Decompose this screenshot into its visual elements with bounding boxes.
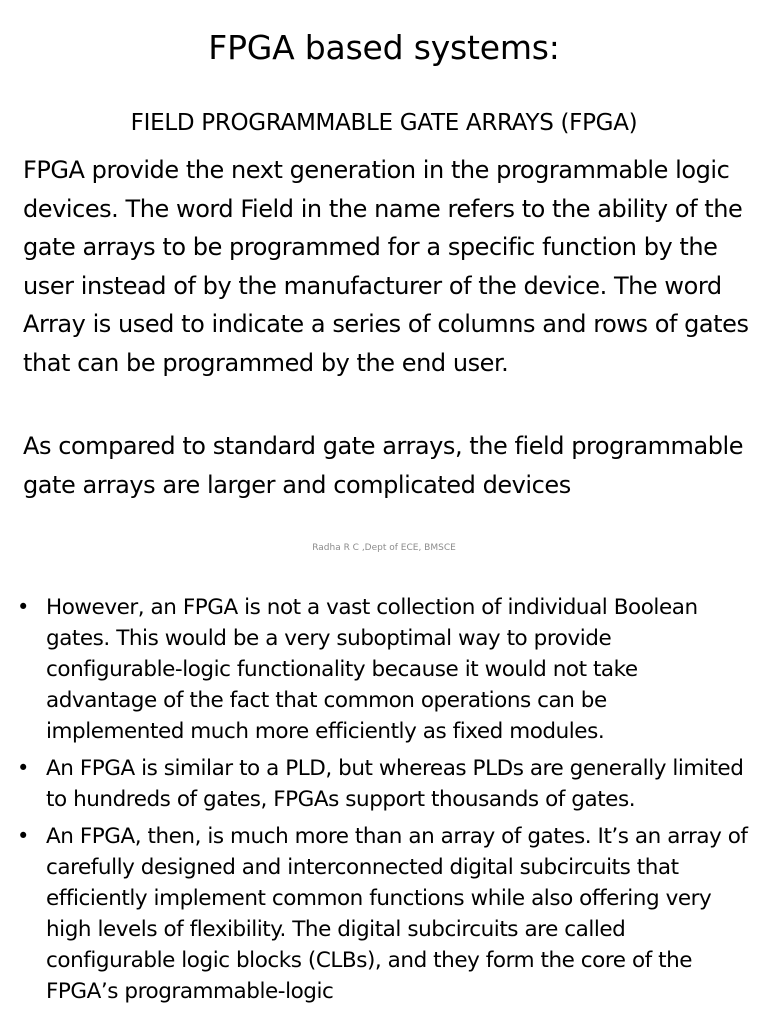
slide-footer: Radha R C ,Dept of ECE, BMSCE — [312, 543, 456, 553]
bullet-item — [0, 592, 768, 747]
slide-subtitle: FIELD PROGRAMMABLE GATE ARRAYS (FPGA) — [130, 110, 638, 136]
bullet-list — [0, 592, 768, 1013]
bullet-text: An FPGA is similar to a PLD, but whereas PLDs are generally limited to hundreds of gates, FPGAs support thousands of gates. — [46, 756, 744, 812]
slide-2 — [0, 568, 768, 1024]
paragraph-fpga-definition: FPGA provide the next generation in the programmable logic devices. The word Field in the name refers to the ability of the gate arrays to be programmed for a specific function by the user instead of by the manufacturer of the device. The word Array is used to indicate a series of columns and rows of gates that can be programmed by the end user. — [23, 156, 749, 377]
bullet-text: However, an FPGA is not a vast collection of individual Boolean gates. This would be a very suboptimal way to provide configurable-logic functionality because it would not take advantage of the fact that common operations can be implemented much more efficiently as fixed modules. — [46, 595, 698, 744]
slide-title: FPGA based systems: — [208, 28, 560, 67]
bullet-item — [0, 753, 768, 815]
bullet-text: An FPGA, then, is much more than an array of gates. It’s an array of carefully designed and interconnected digital subcircuits that efficiently implement common functions while also offering very high levels of flexibility. The digital subcircuits are called configurable logic blocks (CLBs), and they form the core of the FPGA’s programmable-logic — [46, 824, 748, 1004]
bullet-item — [0, 821, 768, 1007]
paragraph-comparison: As compared to standard gate arrays, the field programmable gate arrays are larger and complicated devices — [23, 432, 744, 499]
bullet-dot-icon: • — [17, 756, 29, 780]
bullet-dot-icon: • — [17, 824, 29, 848]
bullet-dot-icon: • — [17, 595, 29, 619]
